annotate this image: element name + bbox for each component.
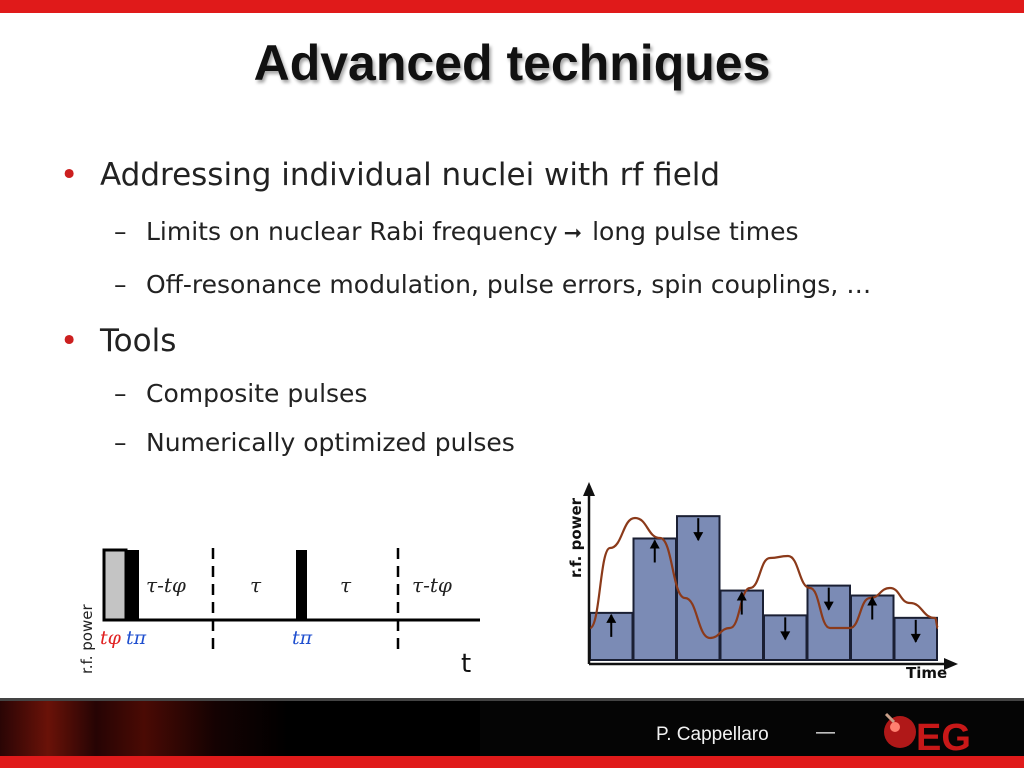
top-accent-bar — [0, 0, 1024, 13]
optimized-pulse-chart — [560, 478, 970, 688]
dash-marker: – — [114, 217, 127, 246]
right-xlabel: Time — [906, 664, 948, 682]
bullet-dot: • — [60, 157, 79, 193]
phase-pulse-block — [104, 550, 126, 620]
subbullet-off-resonance — [114, 270, 871, 299]
bullet-tools — [60, 323, 176, 359]
segment-label-4: τ-tφ — [412, 573, 452, 597]
subbullet-composite — [114, 379, 367, 408]
segment-label-2: τ — [250, 573, 262, 597]
footer-author: P. Cappellaro — [656, 724, 769, 745]
bullet-text: Addressing individual nuclei with rf field — [100, 157, 721, 193]
footer-dash: — — [816, 722, 835, 743]
qeg-logo — [878, 704, 988, 754]
tpi-label-2: tπ — [292, 627, 313, 649]
subbullet-text-after: long pulse times — [592, 217, 799, 246]
left-xlabel: t — [461, 649, 472, 679]
pi-pulse-block-2 — [296, 550, 307, 620]
pulse-sequence-diagram — [70, 540, 490, 680]
subbullet-text-before: Limits on nuclear Rabi frequency — [146, 217, 558, 246]
bottom-accent-bar — [0, 756, 1024, 768]
footer-image — [0, 698, 480, 756]
subbullet-numerical — [114, 428, 515, 457]
subbullet-text: Composite pulses — [146, 379, 368, 408]
right-arrow-icon: ➞ — [563, 221, 583, 246]
right-ylabel: r.f. power — [567, 497, 585, 578]
slide-title: Advanced techniques — [253, 35, 771, 91]
dash-marker: – — [114, 379, 127, 408]
bullet-addressing — [60, 157, 720, 193]
segment-label-1: τ-tφ — [146, 573, 186, 597]
dash-marker: – — [114, 270, 127, 299]
subbullet-text: Numerically optimized pulses — [146, 428, 515, 457]
footer-band — [0, 698, 1024, 756]
dash-marker: – — [114, 428, 127, 457]
footer-divider — [0, 698, 1024, 701]
subbullet-rabi-limits — [114, 217, 799, 246]
subbullet-text: Off-resonance modulation, pulse errors, spin couplings, … — [146, 270, 872, 299]
bullet-text: Tools — [100, 323, 177, 359]
logo-text: EG — [916, 717, 971, 754]
left-ylabel: r.f. power — [78, 604, 96, 674]
tpi-label-1: tπ — [126, 627, 147, 649]
bullet-dot: • — [60, 323, 79, 359]
segment-label-3: τ — [340, 573, 352, 597]
tphi-label: tφ — [100, 627, 121, 649]
logo-sphere-icon — [884, 716, 916, 748]
y-axis-arrowhead — [583, 482, 595, 496]
pi-pulse-block-1 — [126, 550, 139, 620]
